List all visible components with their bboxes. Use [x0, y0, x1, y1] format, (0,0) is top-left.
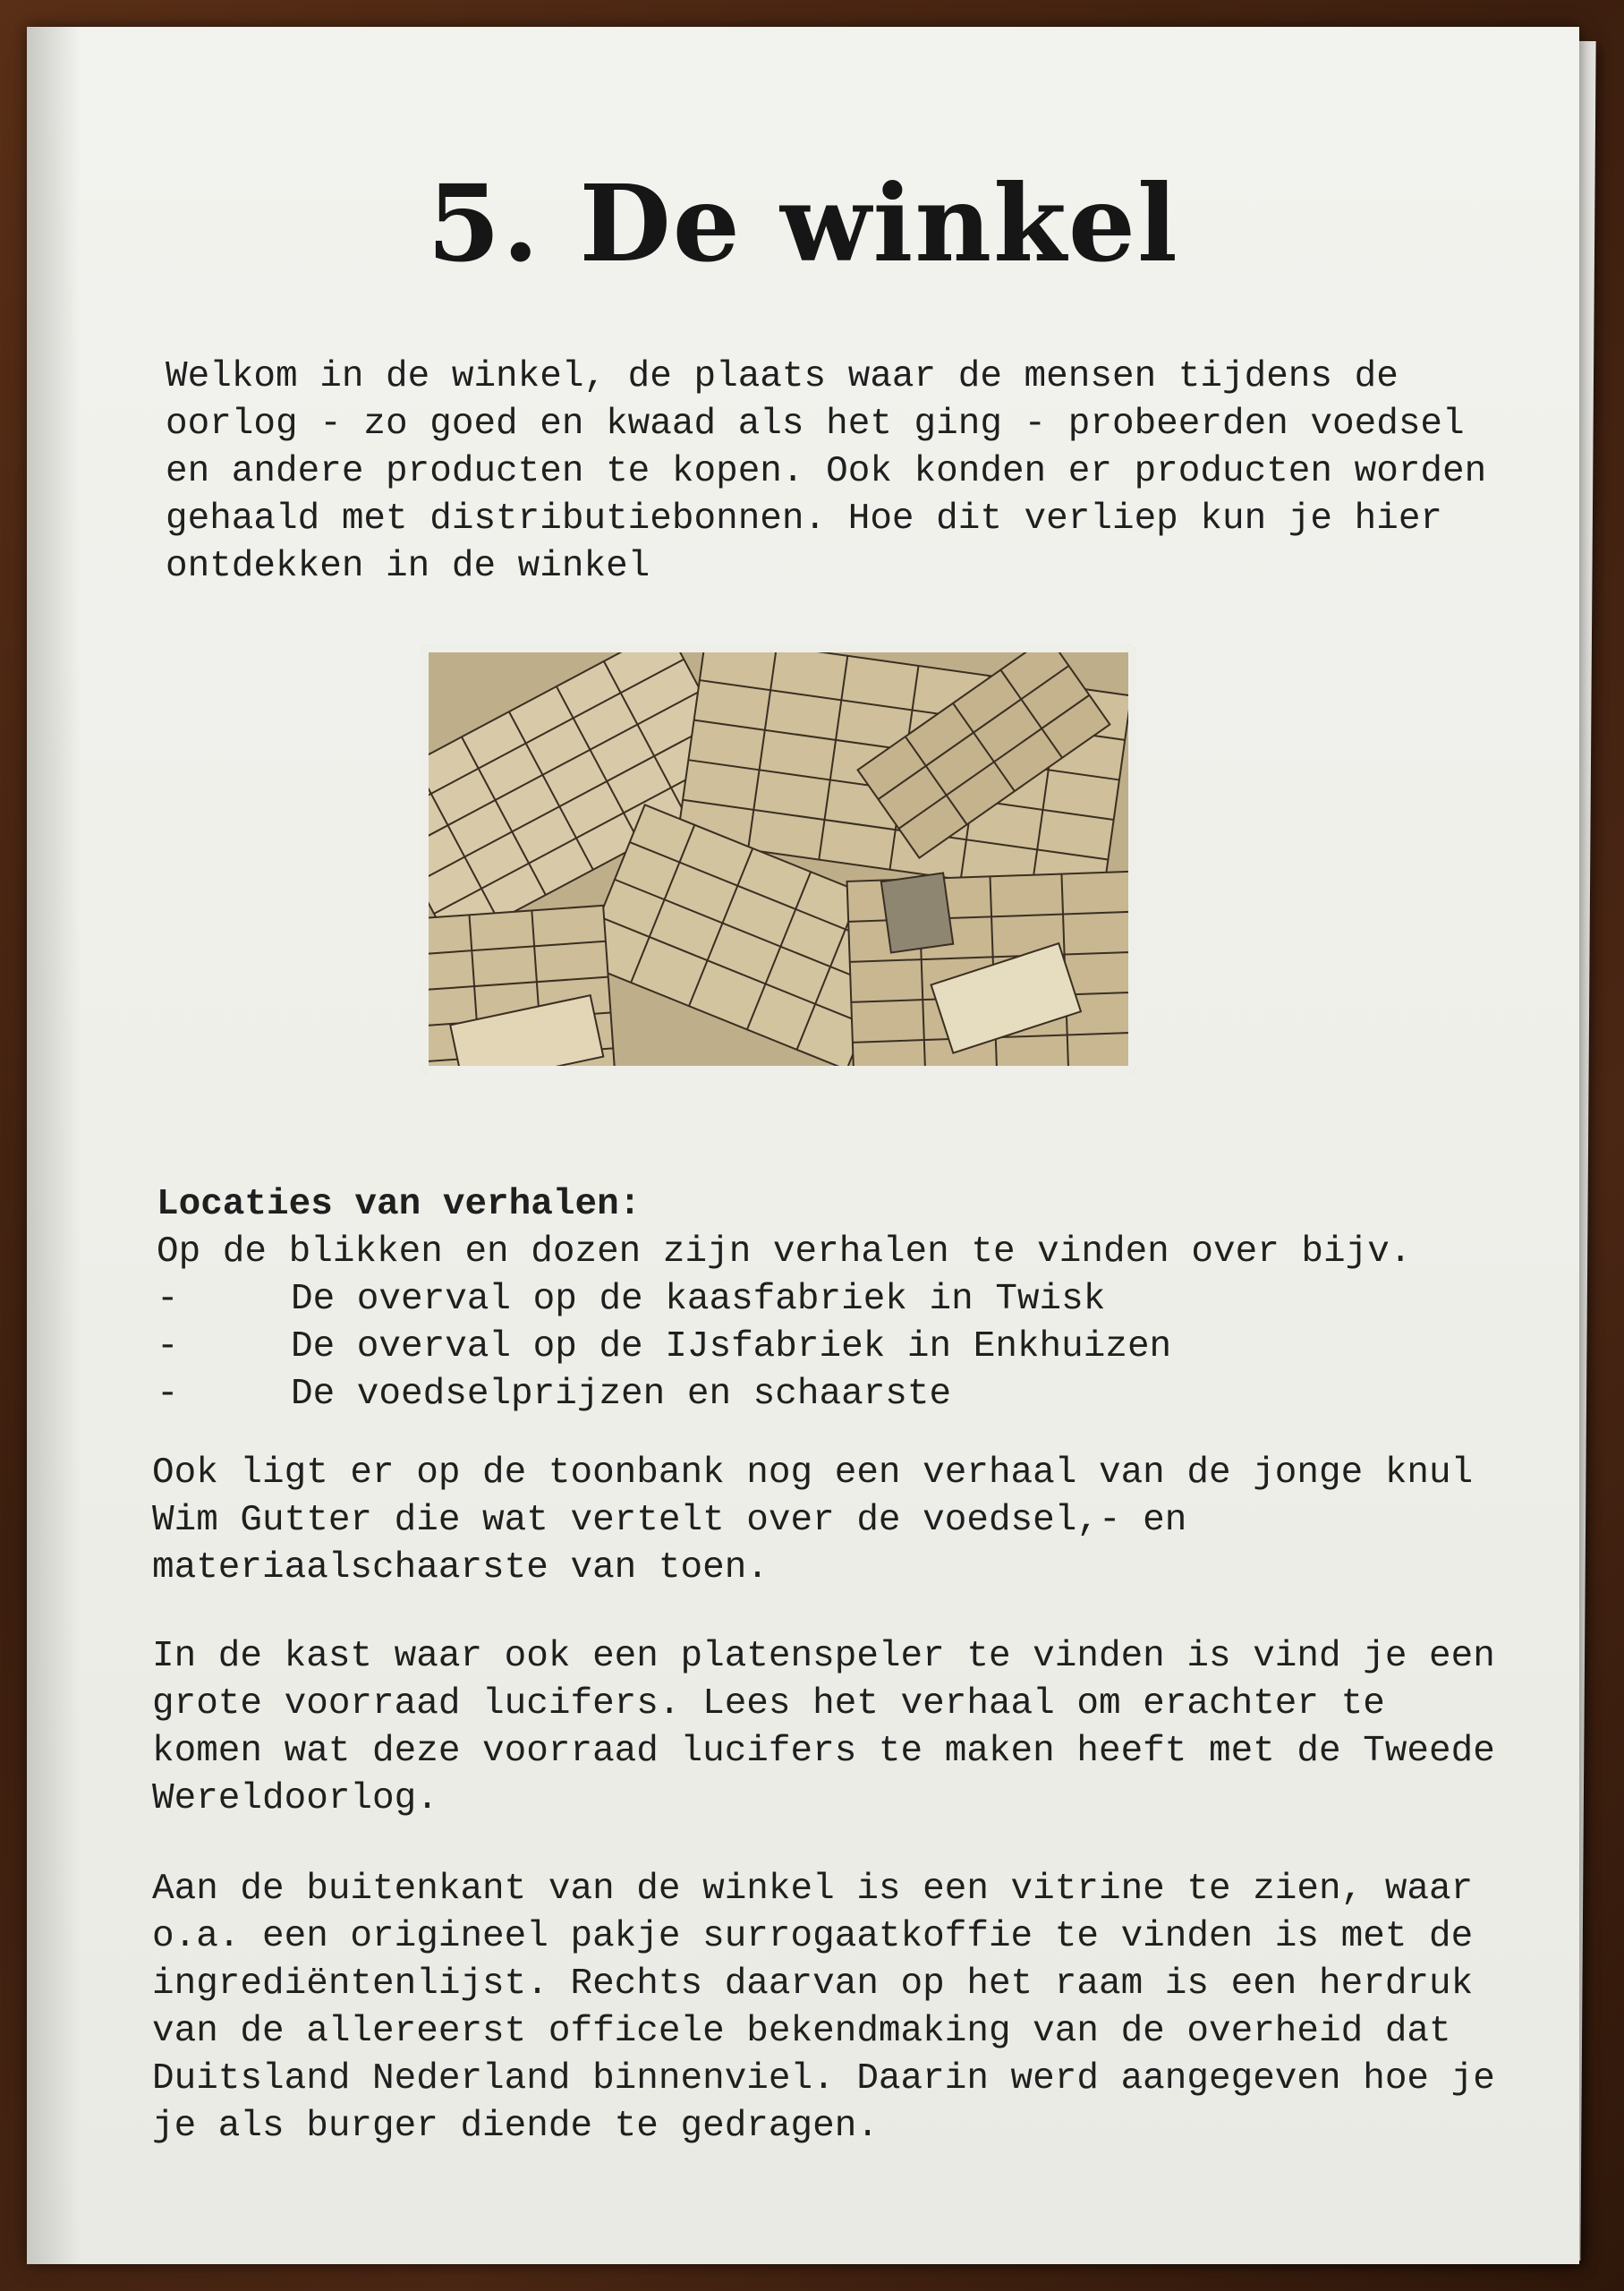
intro-paragraph: Welkom in de winkel, de plaats waar de mensen tijdens de oorlog - zo goed en kwaad als het ging - probeerden voedsel en andere producten te kopen. Ook konden er producten worden gehaald met distributiebonnen. Hoe dit verliep kun je hier ontdekken in de winkel [166, 356, 1487, 587]
list-dash: - [157, 1279, 179, 1320]
list-item-text: De voedselprijzen en schaarste [291, 1374, 952, 1415]
list-item [157, 1371, 1499, 1418]
paragraph-wim-gutter: Ook ligt er op de toonbank nog een verhaal van de jonge knul Wim Gutter die wat vertelt over de voedsel,- en materiaalschaarste van toen. [152, 1452, 1474, 1588]
list-dash: - [157, 1374, 179, 1415]
paragraph-vitrine: Aan de buitenkant van de winkel is een vitrine te zien, waar o.a. een origineel pakje surrogaatkoffie te vinden is met de ingrediëntenlijst. Rechts daarvan op het raam is een herdruk van de allereerst officele bekendmaking van de overheid dat Duitsland Nederland binnenviel. Daarin werd aangegeven hoe je je als burger diende te gedragen. [152, 1869, 1495, 2147]
ration-coupons-photo [421, 644, 1136, 1074]
list-item-text: De overval op de kaasfabriek in Twisk [291, 1279, 1106, 1320]
story-locations-heading: Locaties van verhalen: [157, 1184, 642, 1225]
list-item-text: De overval op de IJsfabriek in Enkhuizen [291, 1326, 1172, 1367]
list-item [157, 1276, 1499, 1324]
page-title: 5. De winkel [427, 161, 1179, 285]
page-spine-shadow [27, 27, 81, 2264]
list-dash: - [157, 1326, 179, 1367]
story-locations-lead: Op de blikken en dozen zijn verhalen te vinden over bijv. [157, 1231, 1412, 1273]
paragraph-lucifers: In de kast waar ook een platenspeler te vinden is vind je een grote voorraad lucifers. Lees het verhaal om erachter te komen wat deze voorraad lucifers te maken heeft met de Tweede Wereldoorlog. [152, 1636, 1495, 1819]
list-item [157, 1324, 1499, 1371]
story-locations [157, 1181, 1499, 1418]
booklet-page [27, 27, 1579, 2264]
